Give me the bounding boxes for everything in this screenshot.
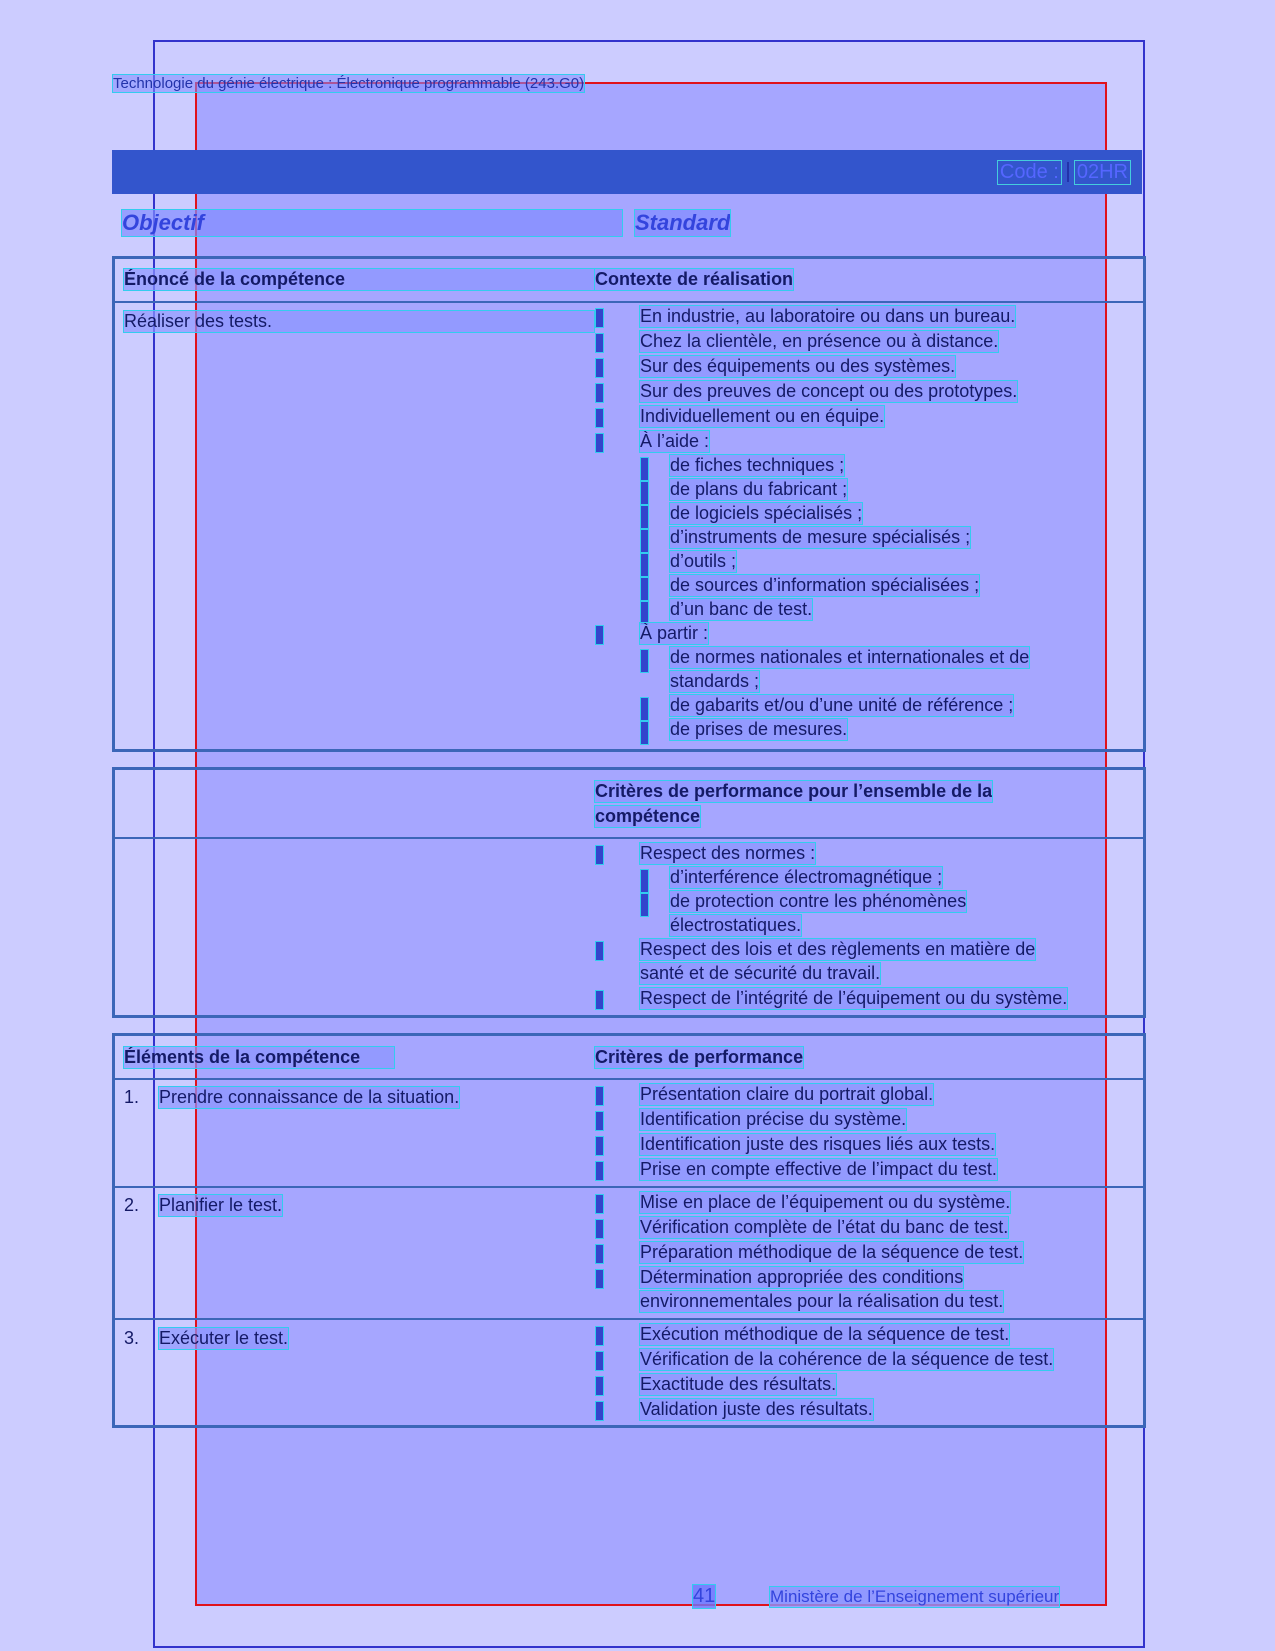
page-number: 41 [693,1585,716,1607]
bullet-icon [596,626,603,644]
code-separator [1067,162,1069,182]
list-item-text: Respect des lois et des règlements en matière de [640,939,1036,959]
element-label: Planifier le test. [159,1195,283,1215]
code-bar [112,150,1142,194]
bullet-icon [596,1245,603,1263]
bullet-icon [596,334,603,352]
list-item-text: Respect des normes : [640,843,816,863]
list-item-text: d’outils ; [670,551,737,571]
col-header-elements: Éléments de la compétence [124,1047,394,1068]
list-item-text: électrostatiques. [670,915,802,935]
row-separator [115,301,1143,303]
element-label: Exécuter le test. [159,1328,289,1348]
sub-bullet-icon [641,506,648,528]
list-item-text: santé et de sécurité du travail. [640,963,881,983]
col-header-enonce: Énoncé de la compétence [124,269,594,290]
bullet-icon [596,359,603,377]
bullet-icon [596,1352,603,1370]
sub-bullet-icon [641,530,648,552]
sub-bullet-icon [641,722,648,744]
criteres-ensemble-title-1: Critères de performance pour l’ensemble de la [595,781,993,801]
list-item-text: Détermination appropriée des conditions [640,1267,964,1287]
code-value: 02HR [1076,160,1128,183]
list-item-text: Exécution méthodique de la séquence de test. [640,1324,1010,1344]
sub-bullet-icon [641,482,648,504]
row-separator [115,1078,1143,1080]
list-item-text: En industrie, au laboratoire ou dans un bureau. [640,306,1016,326]
sub-bullet-icon [641,698,648,720]
bullet-icon [596,1402,603,1420]
sub-bullet-icon [641,458,648,480]
sub-bullet-icon [641,554,648,576]
row-separator [115,837,1143,839]
list-item-text: Sur des équipements ou des systèmes. [640,356,956,376]
col-header-criteres: Critères de performance [595,1047,804,1067]
element-label: Prendre connaissance de la situation. [159,1087,460,1107]
row-separator [115,1186,1143,1188]
sub-bullet-icon [641,602,648,624]
list-item-text: standards ; [670,671,760,691]
list-item-text: À partir : [640,623,709,643]
bullet-icon [596,384,603,402]
list-item-text: À l’aide : [640,431,710,451]
list-item-text: Respect de l’intégrité de l’équipement ou du système. [640,988,1068,1008]
list-item-text: de gabarits et/ou d’une unité de référence ; [670,695,1014,715]
bullet-icon [596,434,603,452]
list-item-text: Identification juste des risques liés aux tests. [640,1134,996,1154]
list-item-text: de sources d’information spécialisées ; [670,575,980,595]
section-criteres-ensemble [112,767,1146,1018]
bullet-icon [596,1327,603,1345]
list-item-text: Préparation méthodique de la séquence de test. [640,1242,1024,1262]
list-item-text: Vérification de la cohérence de la séquence de test. [640,1349,1054,1369]
list-item-text: d’instruments de mesure spécialisés ; [670,527,971,547]
list-item-text: de prises de mesures. [670,719,848,739]
bullet-icon [596,991,603,1009]
enonce-text: Réaliser des tests. [124,311,594,332]
list-item-text: Prise en compte effective de l’impact du test. [640,1159,997,1179]
bullet-icon [596,1195,603,1213]
list-item-text: de protection contre les phénomènes [670,891,967,911]
program-header: Technologie du génie électrique : Électronique programmable (243.G0) [113,75,585,92]
bullet-icon [596,1137,603,1155]
sub-bullet-icon [641,650,648,672]
list-item-text: Validation juste des résultats. [640,1399,873,1419]
element-number: 2. [124,1195,140,1215]
heading-standard: Standard [635,210,731,235]
list-item-text: de normes nationales et internationales et de [670,647,1030,667]
list-item-text: Présentation claire du portrait global. [640,1084,934,1104]
list-item-text: Vérification complète de l’état du banc de test. [640,1217,1009,1237]
col-header-contexte: Contexte de réalisation [595,269,794,289]
element-number: 1. [124,1087,140,1107]
footer-ministry: Ministère de l’Enseignement supérieur [770,1587,1060,1606]
bullet-icon [596,942,603,960]
criteres-ensemble-title-2: compétence [595,806,701,826]
bullet-icon [596,1112,603,1130]
heading-objectif: Objectif [122,210,622,236]
list-item-text: de logiciels spécialisés ; [670,503,863,523]
bullet-icon [596,1087,603,1105]
bullet-icon [596,1270,603,1288]
list-item-text: d’un banc de test. [670,599,813,619]
code-label: Code : [999,160,1059,183]
list-item-text: Sur des preuves de concept ou des prototypes. [640,381,1018,401]
list-item-text: environnementales pour la réalisation du test. [640,1291,1004,1311]
list-item-text: Individuellement ou en équipe. [640,406,885,426]
bullet-icon [596,846,603,864]
sub-bullet-icon [641,578,648,600]
list-item-text: Exactitude des résultats. [640,1374,837,1394]
list-item-text: Chez la clientèle, en présence ou à distance. [640,331,999,351]
bullet-icon [596,1162,603,1180]
sub-bullet-icon [641,870,648,892]
bullet-icon [596,309,603,327]
list-item-text: de plans du fabricant ; [670,479,848,499]
element-number: 3. [124,1328,140,1348]
list-item-text: d’interférence électromagnétique ; [670,867,943,887]
bullet-icon [596,1220,603,1238]
list-item-text: de fiches techniques ; [670,455,845,475]
row-separator [115,1318,1143,1320]
bullet-icon [596,409,603,427]
list-item-text: Mise en place de l’équipement ou du système. [640,1192,1011,1212]
sub-bullet-icon [641,894,648,916]
bullet-icon [596,1377,603,1395]
list-item-text: Identification précise du système. [640,1109,907,1129]
